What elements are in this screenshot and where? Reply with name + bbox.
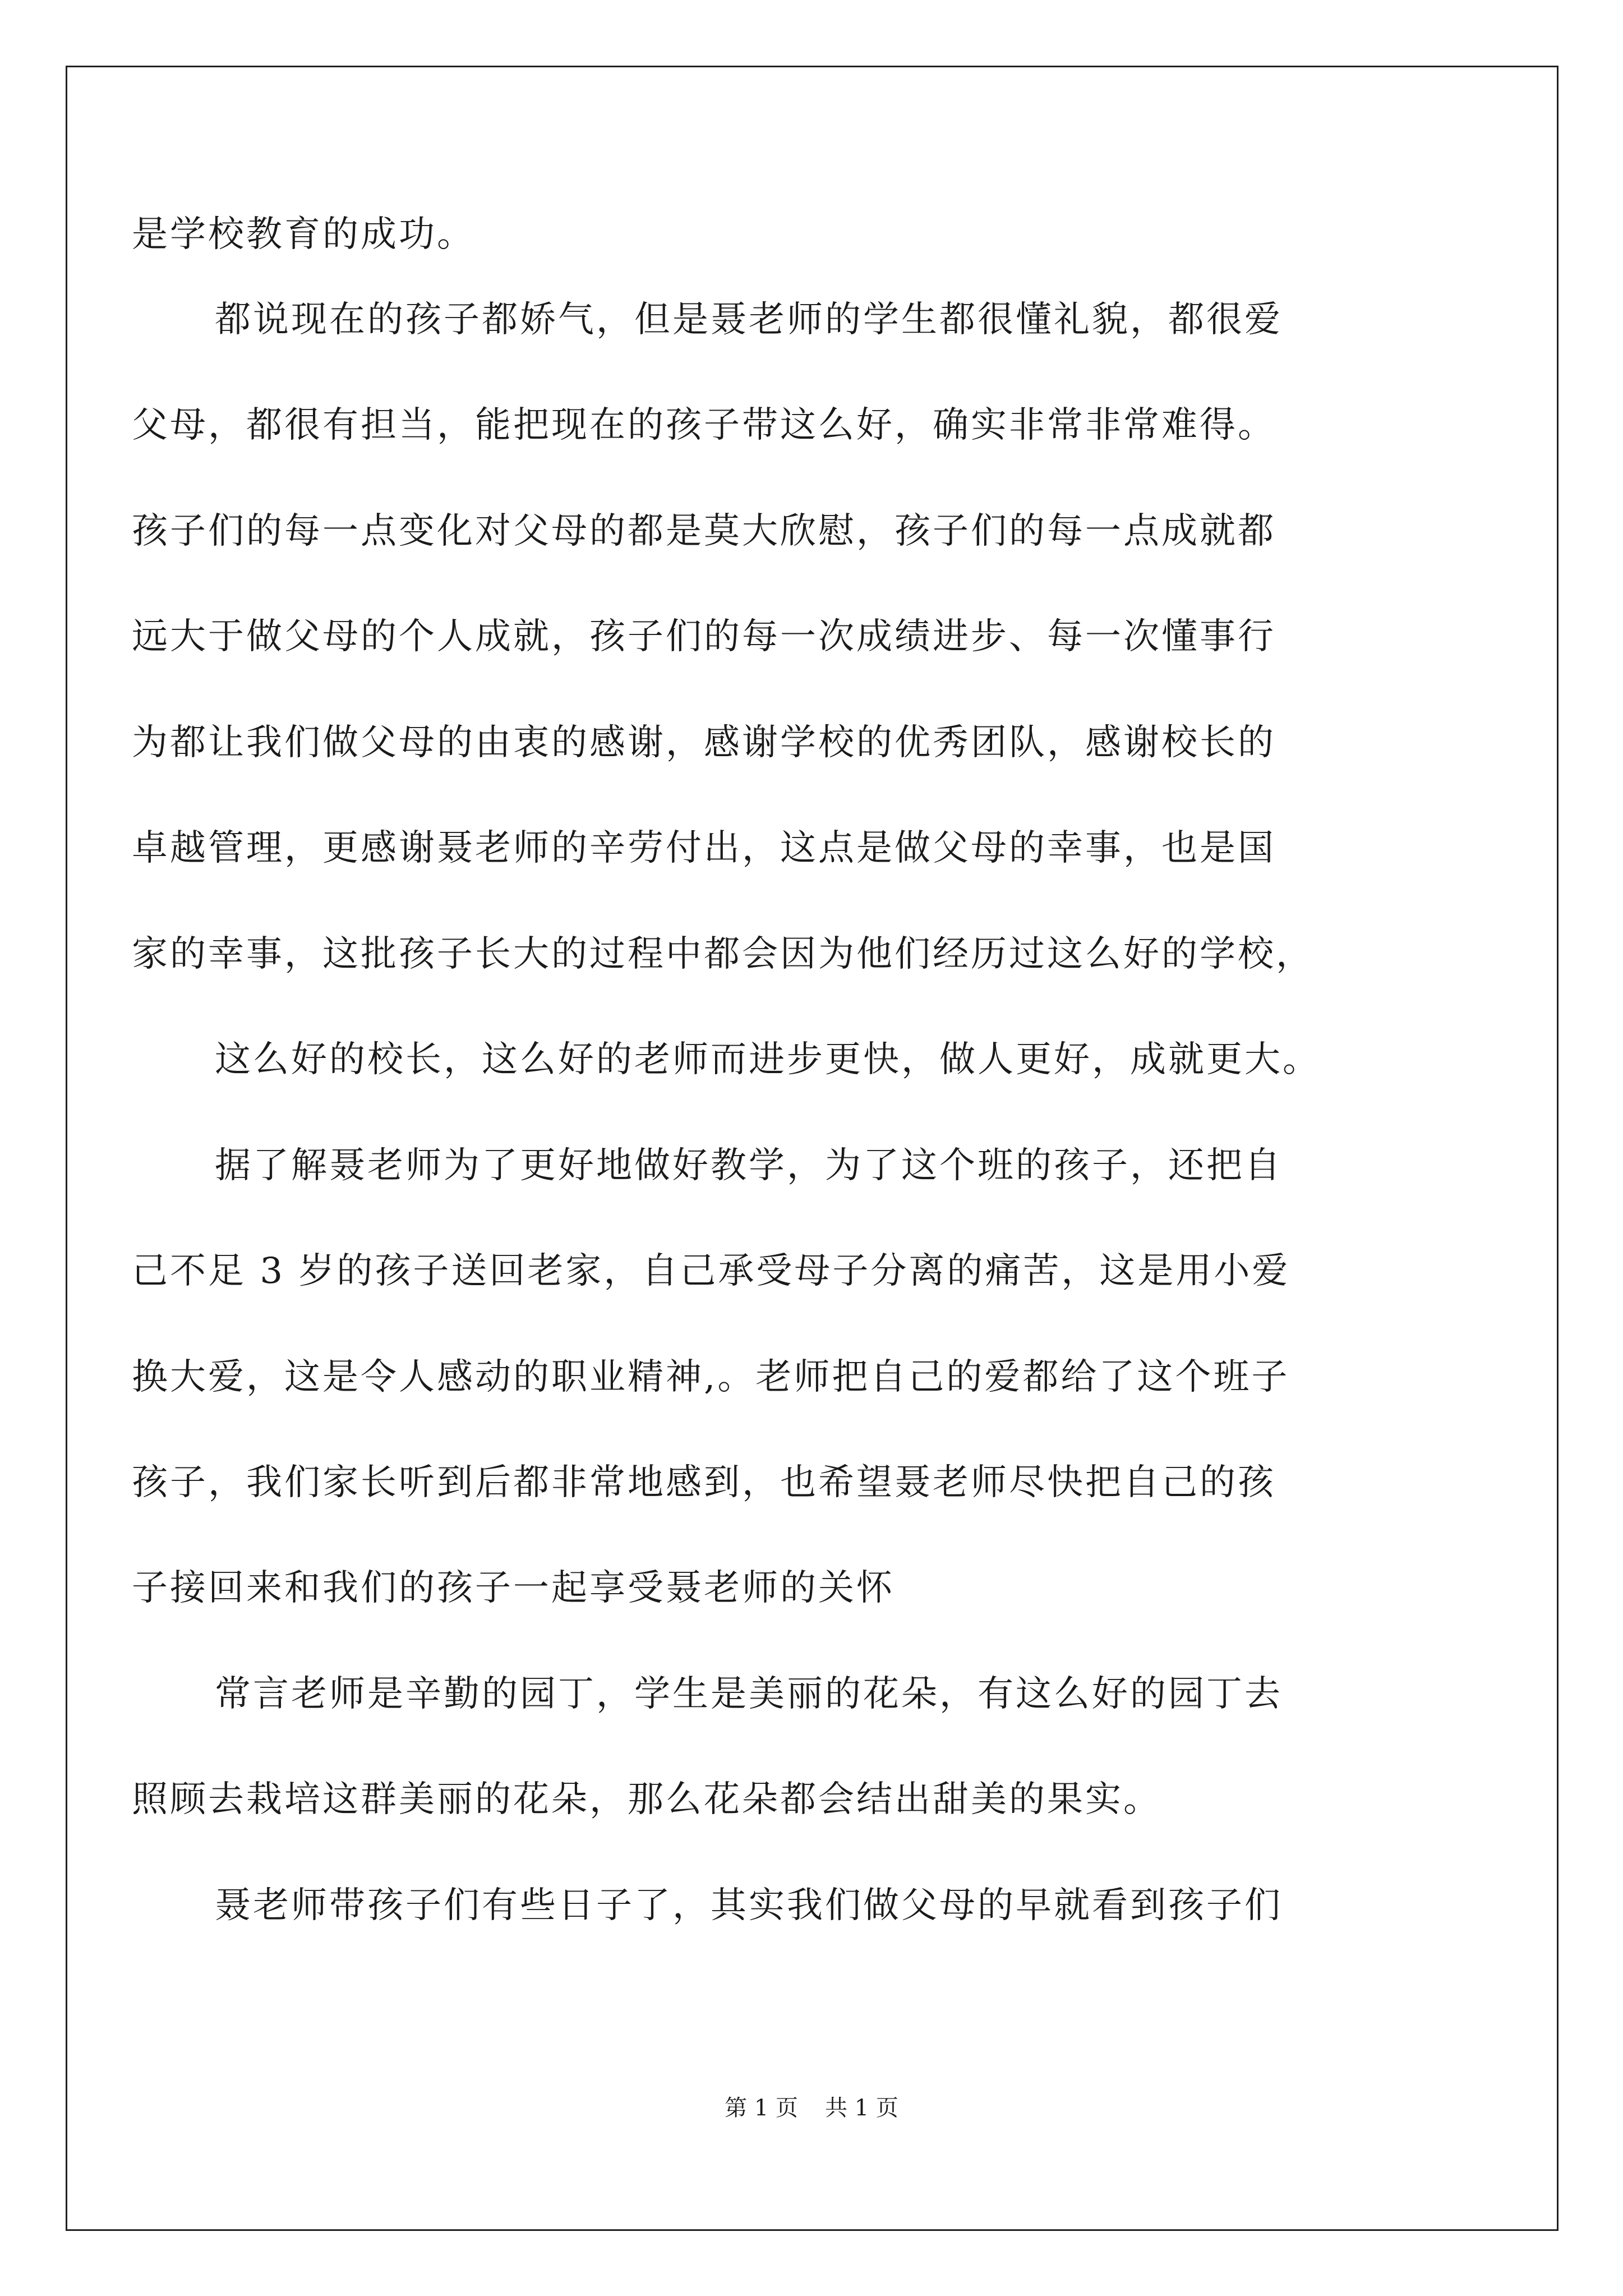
text-line: 孩子，我们家长听到后都非常地感到，也希望聂老师尽快把自己的孩 xyxy=(132,1462,1276,1503)
text-line: 为都让我们做父母的由衷的感谢，感谢学校的优秀团队，感谢校长的 xyxy=(132,722,1276,763)
text-line: 远大于做父母的个人成就，孩子们的每一次成绩进步、每一次懂事行 xyxy=(132,616,1276,657)
text-line: 据了解聂老师为了更好地做好教学，为了这个班的孩子，还把自 xyxy=(215,1145,1283,1186)
text-line: 子接回来和我们的孩子一起享受聂老师的关怀 xyxy=(132,1567,895,1609)
page-total: 共 1 页 xyxy=(825,2095,898,2121)
text-line: 是学校教育的成功。 xyxy=(132,214,475,255)
text-line: 聂老师带孩子们有些日子了，其实我们做父母的早就看到孩子们 xyxy=(215,1885,1283,1926)
text-line: 都说现在的孩子都娇气，但是聂老师的学生都很懂礼貌，都很爱 xyxy=(215,299,1283,341)
text-line: 常言老师是辛勤的园丁，学生是美丽的花朵，有这么好的园丁去 xyxy=(215,1673,1283,1715)
page-number: 第 1 页 xyxy=(725,2095,798,2121)
page-footer xyxy=(0,2094,1623,2122)
text-line: 父母，都很有担当，能把现在的孩子带这么好，确实非常非常难得。 xyxy=(132,404,1276,446)
text-line: 家的幸事，这批孩子长大的过程中都会因为他们经历过这么好的学校， xyxy=(132,933,1314,975)
text-line: 换大爱，这是令人感动的职业精神,。老师把自己的爱都给了这个班子 xyxy=(132,1356,1290,1398)
text-line: 照顾去栽培这群美丽的花朵，那么花朵都会结出甜美的果实。 xyxy=(132,1779,1161,1820)
text-line: 孩子们的每一点变化对父母的都是莫大欣慰，孩子们的每一点成就都 xyxy=(132,510,1276,552)
text-line: 这么好的校长，这么好的老师而进步更快，做人更好，成就更大。 xyxy=(215,1039,1321,1080)
text-line: 卓越管理，更感谢聂老师的辛劳付出，这点是做父母的幸事，也是国 xyxy=(132,827,1276,869)
text-line: 己不足 3 岁的孩子送回老家，自己承受母子分离的痛苦，这是用小爱 xyxy=(132,1250,1290,1292)
